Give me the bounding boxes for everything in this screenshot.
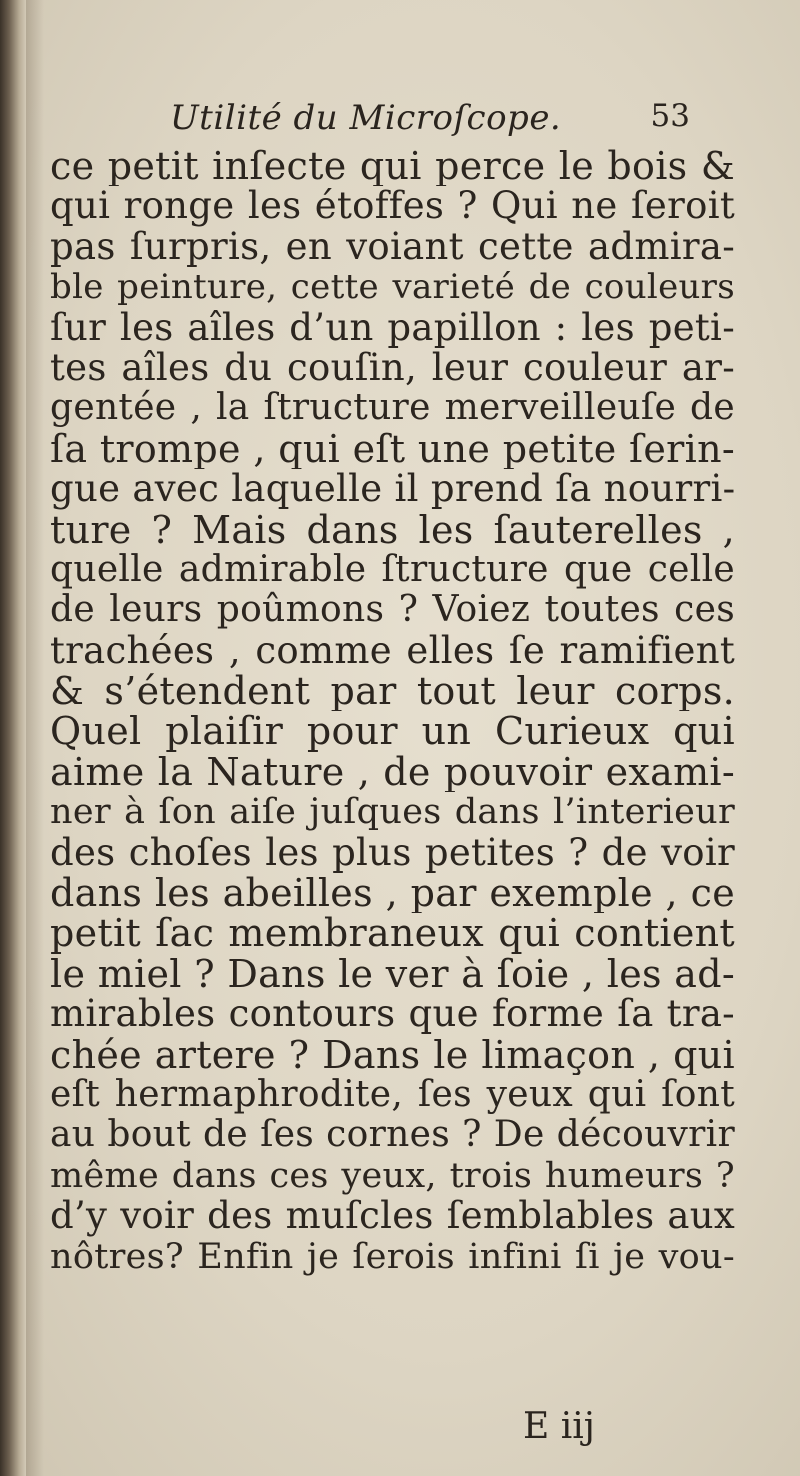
text-line: même dans ces yeux, trois humeurs ? [50,1155,735,1196]
gutter-shadow [26,0,44,1476]
text-line: petit ſac membraneux qui contient [50,913,735,954]
text-line: ſur les aîles d’un papillon : les peti- [50,307,735,348]
text-line: le miel ? Dans le ver à ſoie , les ad- [50,953,735,995]
text-line: & s’étendent par tout leur corps. [50,671,735,712]
text-line: eſt hermaphrodite, ſes yeux qui ſont [50,1074,735,1115]
text-line: Quel plaiſir pour un Curieux qui [50,711,735,752]
text-line: pas ſurpris, en voiant cette admira- [50,226,735,268]
running-title: Utilité du Microſcope. [170,98,562,138]
text-line: des choſes les plus petites ? de voir [50,832,735,874]
text-line: ble peinture, cette varieté de couleurs [50,267,735,308]
text-line: dans les abeilles , par exemple , ce [50,873,735,914]
text-line: gue avec laquelle il prend ſa nourri- [50,469,735,510]
text-line: ner à ſon aiſe juſques dans l’interieur [50,792,735,833]
body-text [50,146,735,1277]
text-line: ce petit inſecte qui perce le bois & [50,146,735,187]
text-line: de leurs poûmons ? Voiez toutes ces [50,590,735,631]
page-header [170,98,690,142]
text-line: chée artere ? Dans le limaçon , qui [50,1034,735,1075]
text-line: gentée , la ſtructure merveilleuſe de [50,388,735,429]
text-line: d’y voir des muſcles ſemblables aux [50,1196,735,1237]
text-line: quelle admirable ſtructure que celle [50,549,735,590]
signature-mark: E iij [523,1406,595,1447]
text-line: tes aîles du couſin, leur couleur ar- [50,347,735,389]
text-line: au bout de ſes cornes ? De découvrir [50,1115,735,1156]
binding-gutter [0,0,26,1476]
text-line: qui ronge les étoffes ? Qui ne ſeroit [50,186,735,227]
text-line: nôtres? Enfin je ſerois infini ſi je vou- [50,1236,735,1277]
text-line: ture ? Mais dans les ſauterelles , [50,509,735,550]
text-line: mirables contours que forme ſa tra- [50,994,735,1035]
text-line: trachées , comme elles ſe ramifient [50,630,735,672]
text-line: ſa trompe , qui eſt une petite ſerin- [50,428,735,470]
text-line: aime la Nature , de pouvoir exami- [50,751,735,793]
page-number: 53 [650,98,690,134]
